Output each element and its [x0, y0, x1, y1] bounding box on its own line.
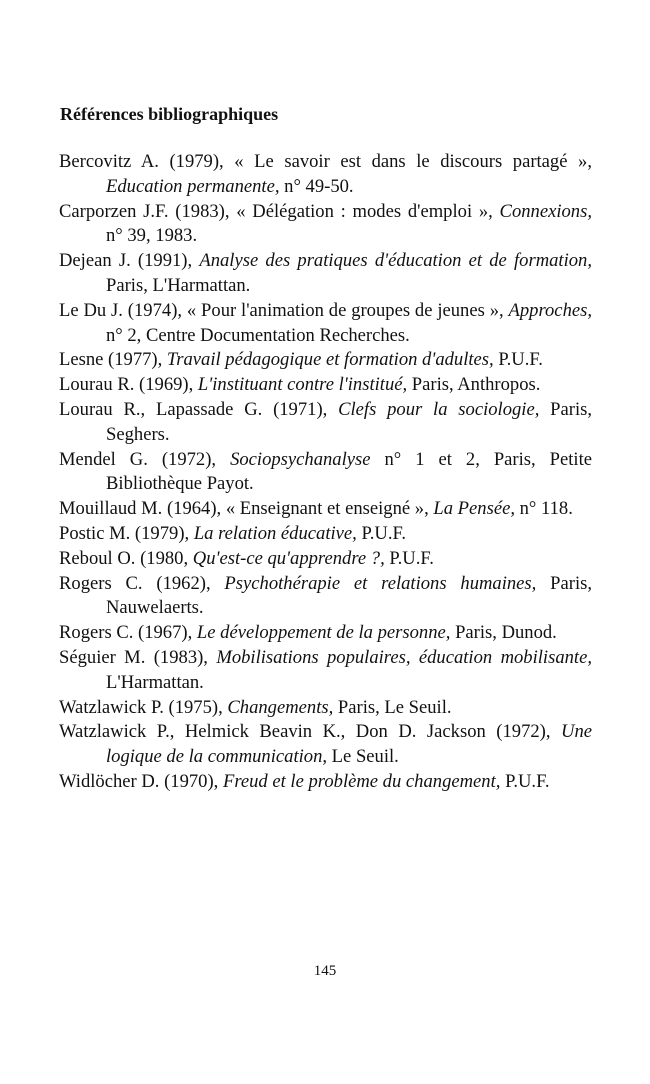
reference-entry: [59, 572, 592, 622]
reference-title: Une logique de la communication,: [106, 721, 592, 768]
reference-title: Education permanente,: [106, 175, 280, 197]
reference-authors-date: Watzlawick P., Helmick Beavin K., Don D. Jackson (1972),: [59, 721, 562, 743]
reference-title: L'instituant contre l'institué,: [197, 374, 408, 396]
reference-details: Paris, L'Harmattan.: [106, 274, 251, 296]
reference-authors-date: Mouillaud M. (1964), « Enseignant et enseigné »,: [59, 498, 434, 520]
reference-details: n° 49-50.: [279, 175, 354, 197]
reference-authors-date: Lourau R., Lapassade G. (1971),: [59, 398, 339, 420]
bibliography-heading: Références bibliographiques: [60, 104, 279, 124]
reference-details: n° 2, Centre Documentation Recherches.: [106, 324, 410, 346]
reference-details: n° 39, 1983.: [106, 225, 198, 247]
reference-authors-date: Dejean J. (1991),: [59, 250, 200, 272]
reference-title: La relation éducative,: [193, 522, 357, 544]
reference-details: n° 118.: [514, 498, 573, 520]
reference-entry: [59, 200, 592, 250]
reference-entry: [59, 150, 592, 200]
reference-authors-date: Le Du J. (1974), « Pour l'animation de groupes de jeunes »,: [59, 299, 509, 321]
reference-authors-date: Rogers C. (1967),: [59, 622, 197, 644]
reference-list: [59, 150, 592, 795]
reference-title: Clefs pour la sociologie,: [338, 398, 540, 420]
reference-title: Travail pédagogique et formation d'adultes,: [166, 349, 494, 371]
reference-details: Paris, Dunod.: [450, 622, 557, 644]
reference-entry: [59, 696, 592, 721]
reference-details: Paris, Le Seuil.: [333, 696, 452, 718]
reference-title: Le développement de la personne,: [196, 622, 451, 644]
reference-details: Paris, Nauwelaerts.: [106, 572, 592, 619]
reference-details: Paris, Seghers.: [106, 398, 592, 445]
reference-entry: [59, 299, 592, 349]
page-number: 145: [313, 963, 337, 979]
reference-entry: [59, 522, 592, 547]
reference-authors-date: Lourau R. (1969),: [59, 374, 198, 396]
reference-authors-date: Rogers C. (1962),: [59, 572, 225, 594]
reference-title: Analyse des pratiques d'éducation et de formation,: [199, 250, 593, 272]
reference-entry: [59, 348, 592, 373]
reference-title: Mobilisations populaires, éducation mobilisante,: [216, 646, 592, 668]
reference-details: P.U.F.: [356, 522, 406, 544]
reference-entry: [59, 646, 592, 696]
reference-authors-date: Mendel G. (1972),: [59, 448, 231, 470]
reference-authors-date: Reboul O. (1980,: [59, 547, 193, 569]
reference-details: P.U.F.: [493, 349, 543, 371]
reference-authors-date: Séguier M. (1983),: [59, 646, 217, 668]
reference-title: Psychothérapie et relations humaines,: [224, 572, 537, 594]
reference-entry: [59, 373, 592, 398]
reference-authors-date: Carporzen J.F. (1983), « Délégation : modes d'emploi »,: [59, 200, 500, 222]
reference-details: P.U.F.: [384, 547, 434, 569]
reference-authors-date: Postic M. (1979),: [59, 522, 194, 544]
reference-entry: [59, 547, 592, 572]
reference-authors-date: Bercovitz A. (1979), « Le savoir est dans le discours partagé »,: [59, 151, 592, 172]
reference-entry: [59, 249, 592, 299]
reference-details: n° 1 et 2, Paris, Petite Bibliothèque Payot.: [106, 448, 593, 495]
reference-authors-date: Widlöcher D. (1970),: [59, 770, 223, 792]
reference-entry: [59, 448, 592, 498]
reference-entry: [59, 398, 592, 448]
reference-title: Freud et le problème du changement,: [222, 770, 501, 792]
reference-details: Le Seuil.: [327, 746, 399, 768]
reference-authors-date: Watzlawick P. (1975),: [59, 696, 228, 718]
reference-title: La Pensée,: [433, 498, 515, 520]
reference-title: Qu'est-ce qu'apprendre ?,: [192, 547, 385, 569]
reference-entry: [59, 621, 592, 646]
reference-title: Connexions,: [499, 200, 592, 222]
reference-details: P.U.F.: [500, 770, 550, 792]
reference-details: Paris, Anthropos.: [407, 374, 541, 396]
reference-details: L'Harmattan.: [106, 671, 204, 693]
reference-title: Changements,: [227, 696, 334, 718]
reference-entry: [59, 720, 592, 770]
reference-authors-date: Lesne (1977),: [59, 349, 167, 371]
reference-entry: [59, 770, 592, 795]
reference-entry: [59, 497, 592, 522]
reference-title: Sociopsychanalyse: [230, 448, 371, 470]
reference-title: Approches,: [508, 299, 592, 321]
